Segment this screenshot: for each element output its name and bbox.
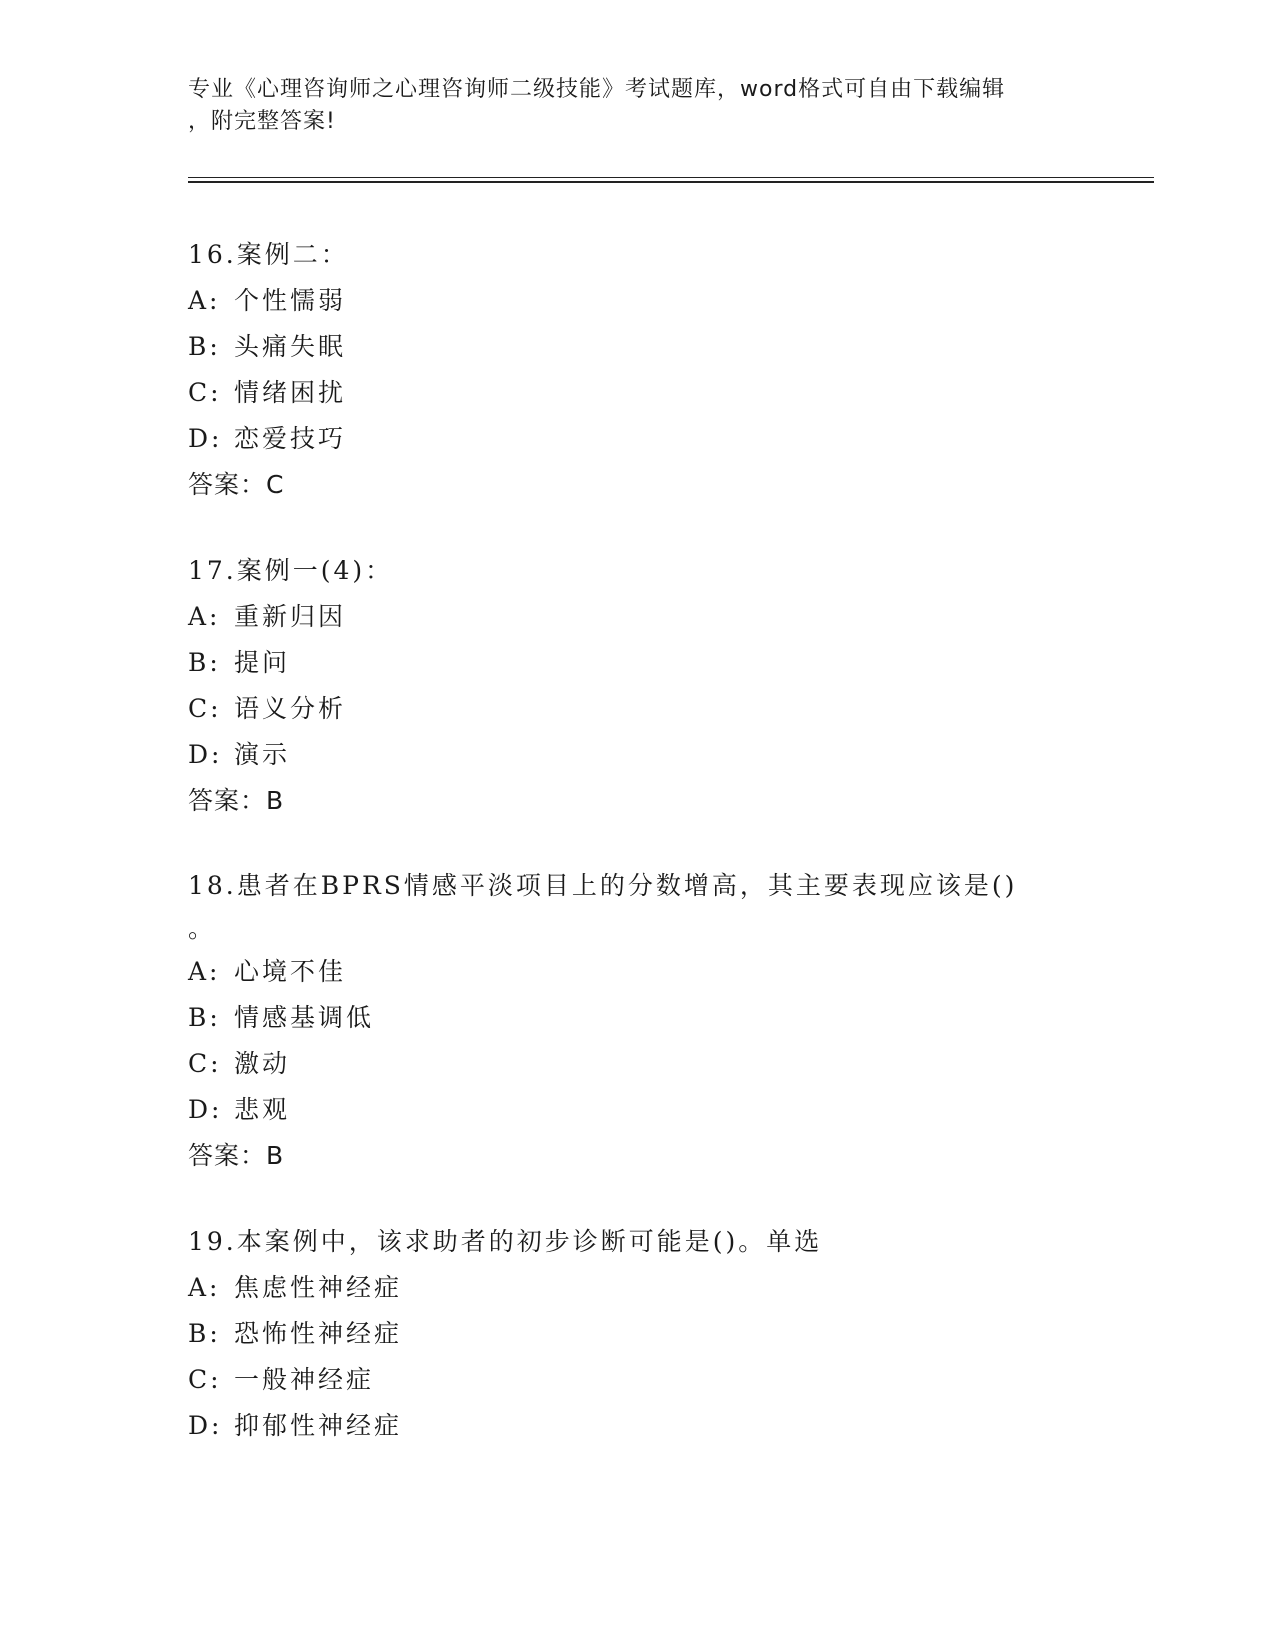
option-d [188, 1087, 1088, 1133]
option-text: 情绪困扰 [234, 378, 347, 407]
option-d [188, 1403, 1088, 1449]
option-text: 提问 [234, 648, 291, 677]
option-text: 情感基调低 [234, 1003, 375, 1032]
option-letter: A: [188, 1273, 221, 1302]
option-d [188, 732, 1088, 778]
option-text: 语义分析 [234, 694, 347, 723]
question-title: 16.案例二： [188, 240, 349, 269]
question-title-continued: 。 [188, 914, 217, 943]
option-d [188, 416, 1088, 462]
option-letter: C: [188, 1365, 222, 1394]
option-text: 激动 [234, 1049, 291, 1078]
question-title: 19.本案例中，该求助者的初步诊断可能是()。单选 [188, 1227, 823, 1256]
question-17 [188, 548, 1088, 824]
option-text: 重新归因 [234, 602, 347, 631]
option-text: 一般神经症 [234, 1365, 375, 1394]
header-divider-thin [188, 177, 1154, 178]
answer: 答案：C [188, 470, 285, 499]
option-a [188, 949, 1088, 995]
answer: 答案：B [188, 1141, 285, 1170]
question-19 [188, 1219, 1088, 1449]
document-header [188, 74, 1088, 138]
option-text: 心境不佳 [234, 957, 347, 986]
question-title: 17.案例一(4)： [188, 556, 394, 585]
option-text: 个性懦弱 [234, 286, 347, 315]
option-text: 演示 [234, 740, 291, 769]
option-a [188, 1265, 1088, 1311]
question-18 [188, 863, 1088, 1179]
option-letter: A: [188, 602, 221, 631]
option-text: 焦虑性神经症 [234, 1273, 403, 1302]
option-b [188, 995, 1088, 1041]
option-letter: C: [188, 1049, 222, 1078]
option-letter: C: [188, 378, 222, 407]
option-c [188, 1357, 1088, 1403]
option-a [188, 278, 1088, 324]
option-c [188, 1041, 1088, 1087]
option-b [188, 1311, 1088, 1357]
option-c [188, 686, 1088, 732]
option-letter: C: [188, 694, 222, 723]
option-a [188, 594, 1088, 640]
option-b [188, 324, 1088, 370]
option-text: 悲观 [234, 1095, 291, 1124]
option-letter: D: [188, 1095, 223, 1124]
option-letter: B: [188, 1003, 221, 1032]
option-b [188, 640, 1088, 686]
option-text: 头痛失眠 [234, 332, 347, 361]
option-text: 抑郁性神经症 [234, 1411, 403, 1440]
option-letter: A: [188, 957, 221, 986]
question-title: 18.患者在BPRS情感平淡项目上的分数增高，其主要表现应该是() [188, 871, 1018, 900]
question-16 [188, 232, 1088, 508]
header-line-2: ，附完整答案! [188, 109, 336, 134]
option-letter: D: [188, 1411, 223, 1440]
option-letter: B: [188, 332, 221, 361]
header-line-1: 专业《心理咨询师之心理咨询师二级技能》考试题库，word格式可自由下载编辑 [188, 77, 1006, 102]
option-letter: D: [188, 424, 223, 453]
option-letter: A: [188, 286, 221, 315]
answer: 答案：B [188, 786, 285, 815]
option-c [188, 370, 1088, 416]
option-text: 恐怖性神经症 [234, 1319, 403, 1348]
option-text: 恋爱技巧 [234, 424, 347, 453]
header-divider-thick [188, 181, 1154, 183]
option-letter: B: [188, 1319, 221, 1348]
option-letter: B: [188, 648, 221, 677]
option-letter: D: [188, 740, 223, 769]
